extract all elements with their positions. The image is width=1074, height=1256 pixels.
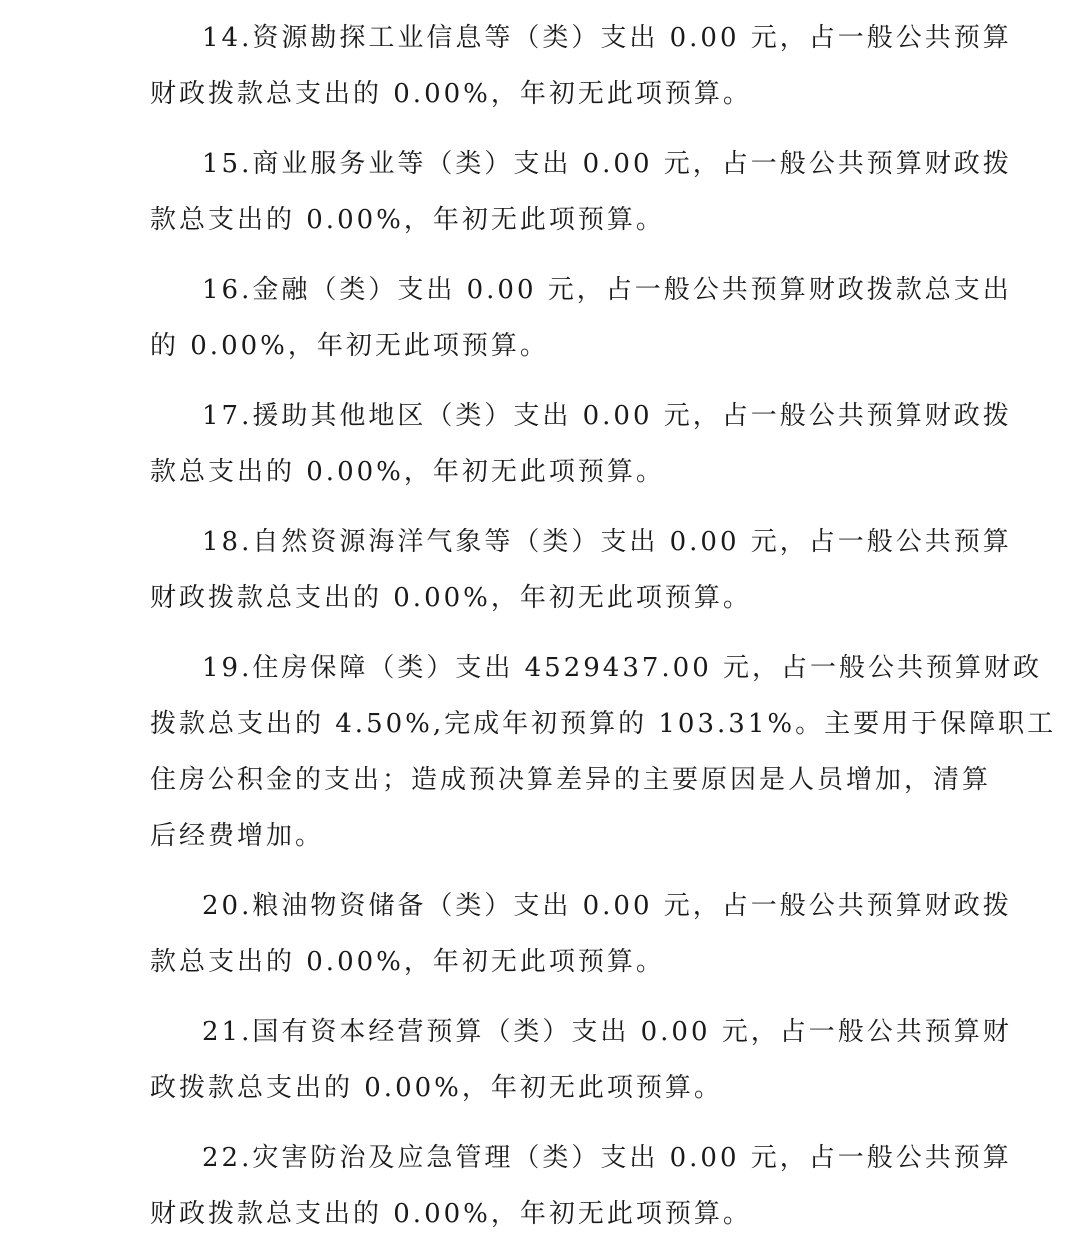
paragraph-item-18	[150, 514, 1012, 626]
paragraph-item-17	[150, 388, 1012, 500]
paragraph-item-19	[150, 640, 1057, 864]
paragraph-line: 财政拨款总支出的 0.00%，年初无此项预算。	[150, 583, 752, 613]
paragraph-line: 14.资源勘探工业信息等（类）支出 0.00 元，占一般公共预算	[202, 23, 1012, 53]
document-page	[150, 10, 1057, 1256]
paragraph-line: 政拨款总支出的 0.00%，年初无此项预算。	[150, 1073, 723, 1103]
paragraph-line: 款总支出的 0.00%，年初无此项预算。	[150, 205, 665, 235]
paragraph-item-14	[150, 10, 1012, 122]
paragraph-item-20	[150, 878, 1012, 990]
paragraph-line: 款总支出的 0.00%，年初无此项预算。	[150, 457, 665, 487]
paragraph-line: 21.国有资本经营预算（类）支出 0.00 元，占一般公共预算财	[202, 1017, 1012, 1047]
paragraph-line: 19.住房保障（类）支出 4529437.00 元，占一般公共预算财政	[202, 653, 1043, 683]
paragraph-item-21	[150, 1004, 1012, 1116]
paragraph-line: 财政拨款总支出的 0.00%，年初无此项预算。	[150, 79, 752, 109]
paragraph-line: 20.粮油物资储备（类）支出 0.00 元，占一般公共预算财政拨	[202, 891, 1012, 921]
paragraph-item-16	[150, 262, 1012, 374]
paragraph-line: 17.援助其他地区（类）支出 0.00 元，占一般公共预算财政拨	[202, 401, 1012, 431]
paragraph-line: 18.自然资源海洋气象等（类）支出 0.00 元，占一般公共预算	[202, 527, 1012, 557]
paragraph-line: 财政拨款总支出的 0.00%，年初无此项预算。	[150, 1199, 752, 1229]
paragraph-line: 16.金融（类）支出 0.00 元，占一般公共预算财政拨款总支出	[202, 275, 1012, 305]
paragraph-item-15	[150, 136, 1012, 248]
paragraph-line: 22.灾害防治及应急管理（类）支出 0.00 元，占一般公共预算	[202, 1143, 1012, 1173]
paragraph-line: 款总支出的 0.00%，年初无此项预算。	[150, 947, 665, 977]
paragraph-line: 15.商业服务业等（类）支出 0.00 元，占一般公共预算财政拨	[202, 149, 1012, 179]
paragraph-line: 住房公积金的支出；造成预决算差异的主要原因是人员增加，清算	[150, 765, 992, 795]
paragraph-line: 拨款总支出的 4.50%,完成年初预算的 103.31%。主要用于保障职工	[150, 709, 1057, 739]
paragraph-item-22	[150, 1130, 1012, 1242]
paragraph-line: 后经费增加。	[150, 821, 325, 851]
paragraph-line: 的 0.00%，年初无此项预算。	[150, 331, 549, 361]
